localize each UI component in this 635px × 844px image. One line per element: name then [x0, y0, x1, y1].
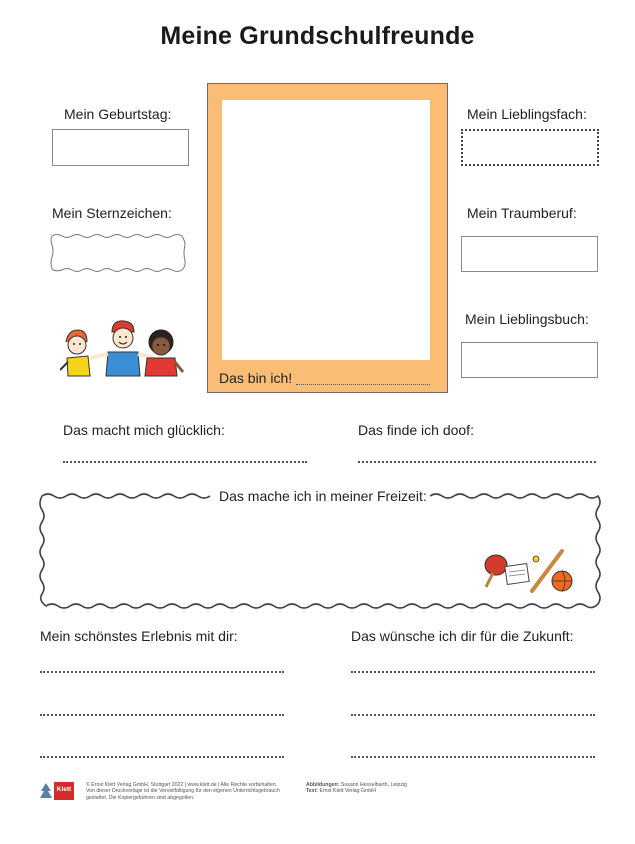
klett-logo-text: Klett — [56, 786, 72, 793]
erlebnis-line-1[interactable] — [40, 671, 284, 673]
gluecklich-line[interactable] — [63, 461, 307, 463]
label-doof: Das finde ich doof: — [358, 422, 474, 438]
lieblingsbuch-field[interactable] — [461, 342, 598, 378]
kids-illustration — [60, 318, 185, 380]
traumberuf-field[interactable] — [461, 236, 598, 272]
label-sternzeichen: Mein Sternzeichen: — [52, 205, 172, 221]
page-title: Meine Grundschulfreunde — [160, 22, 475, 50]
label-lieblingsbuch: Mein Lieblingsbuch: — [465, 311, 589, 327]
label-gluecklich: Das macht mich glücklich: — [63, 422, 225, 438]
doof-line[interactable] — [358, 461, 596, 463]
photo-caption: Das bin ich! — [219, 370, 293, 386]
sternzeichen-field[interactable] — [49, 233, 189, 273]
erlebnis-line-3[interactable] — [40, 756, 284, 758]
footer-credits — [306, 782, 506, 795]
footer-abbildungen: Susann Hesselbarth, Leipzig — [340, 782, 407, 788]
lieblingsfach-field[interactable] — [461, 129, 599, 166]
zukunft-line-3[interactable] — [351, 756, 595, 758]
label-lieblingsfach: Mein Lieblingsfach: — [467, 106, 587, 122]
label-geburtstag: Mein Geburtstag: — [64, 106, 172, 122]
label-traumberuf: Mein Traumberuf: — [467, 205, 577, 221]
photo-caption-line[interactable] — [296, 384, 430, 385]
sports-illustration — [478, 545, 576, 595]
zukunft-line-1[interactable] — [351, 671, 595, 673]
footer-text: Ernst Klett Verlag GmbH — [319, 788, 376, 795]
photo-area[interactable] — [222, 100, 430, 360]
zukunft-line-2[interactable] — [351, 714, 595, 716]
label-zukunft: Das wünsche ich dir für die Zukunft: — [351, 628, 574, 644]
label-erlebnis: Mein schönstes Erlebnis mit dir: — [40, 628, 238, 644]
footer-text-label: Text: — [306, 788, 319, 795]
erlebnis-line-2[interactable] — [40, 714, 284, 716]
label-freizeit: Das mache ich in meiner Freizeit: — [216, 488, 430, 504]
geburtstag-field[interactable] — [52, 129, 189, 166]
footer-abbildungen-label: Abbildungen: — [306, 782, 340, 788]
footer-copyright: © Ernst Klett Verlag GmbH, Stuttgart 2022 | www.klett.de | Alle Rechte vorbehalten. Von dieser Druckvorlage ist die Vervielfältigung für den eigenen Unterrichtsgebrauch gestattet. Die Kopiergebühren sind abgegolten. — [86, 782, 280, 801]
